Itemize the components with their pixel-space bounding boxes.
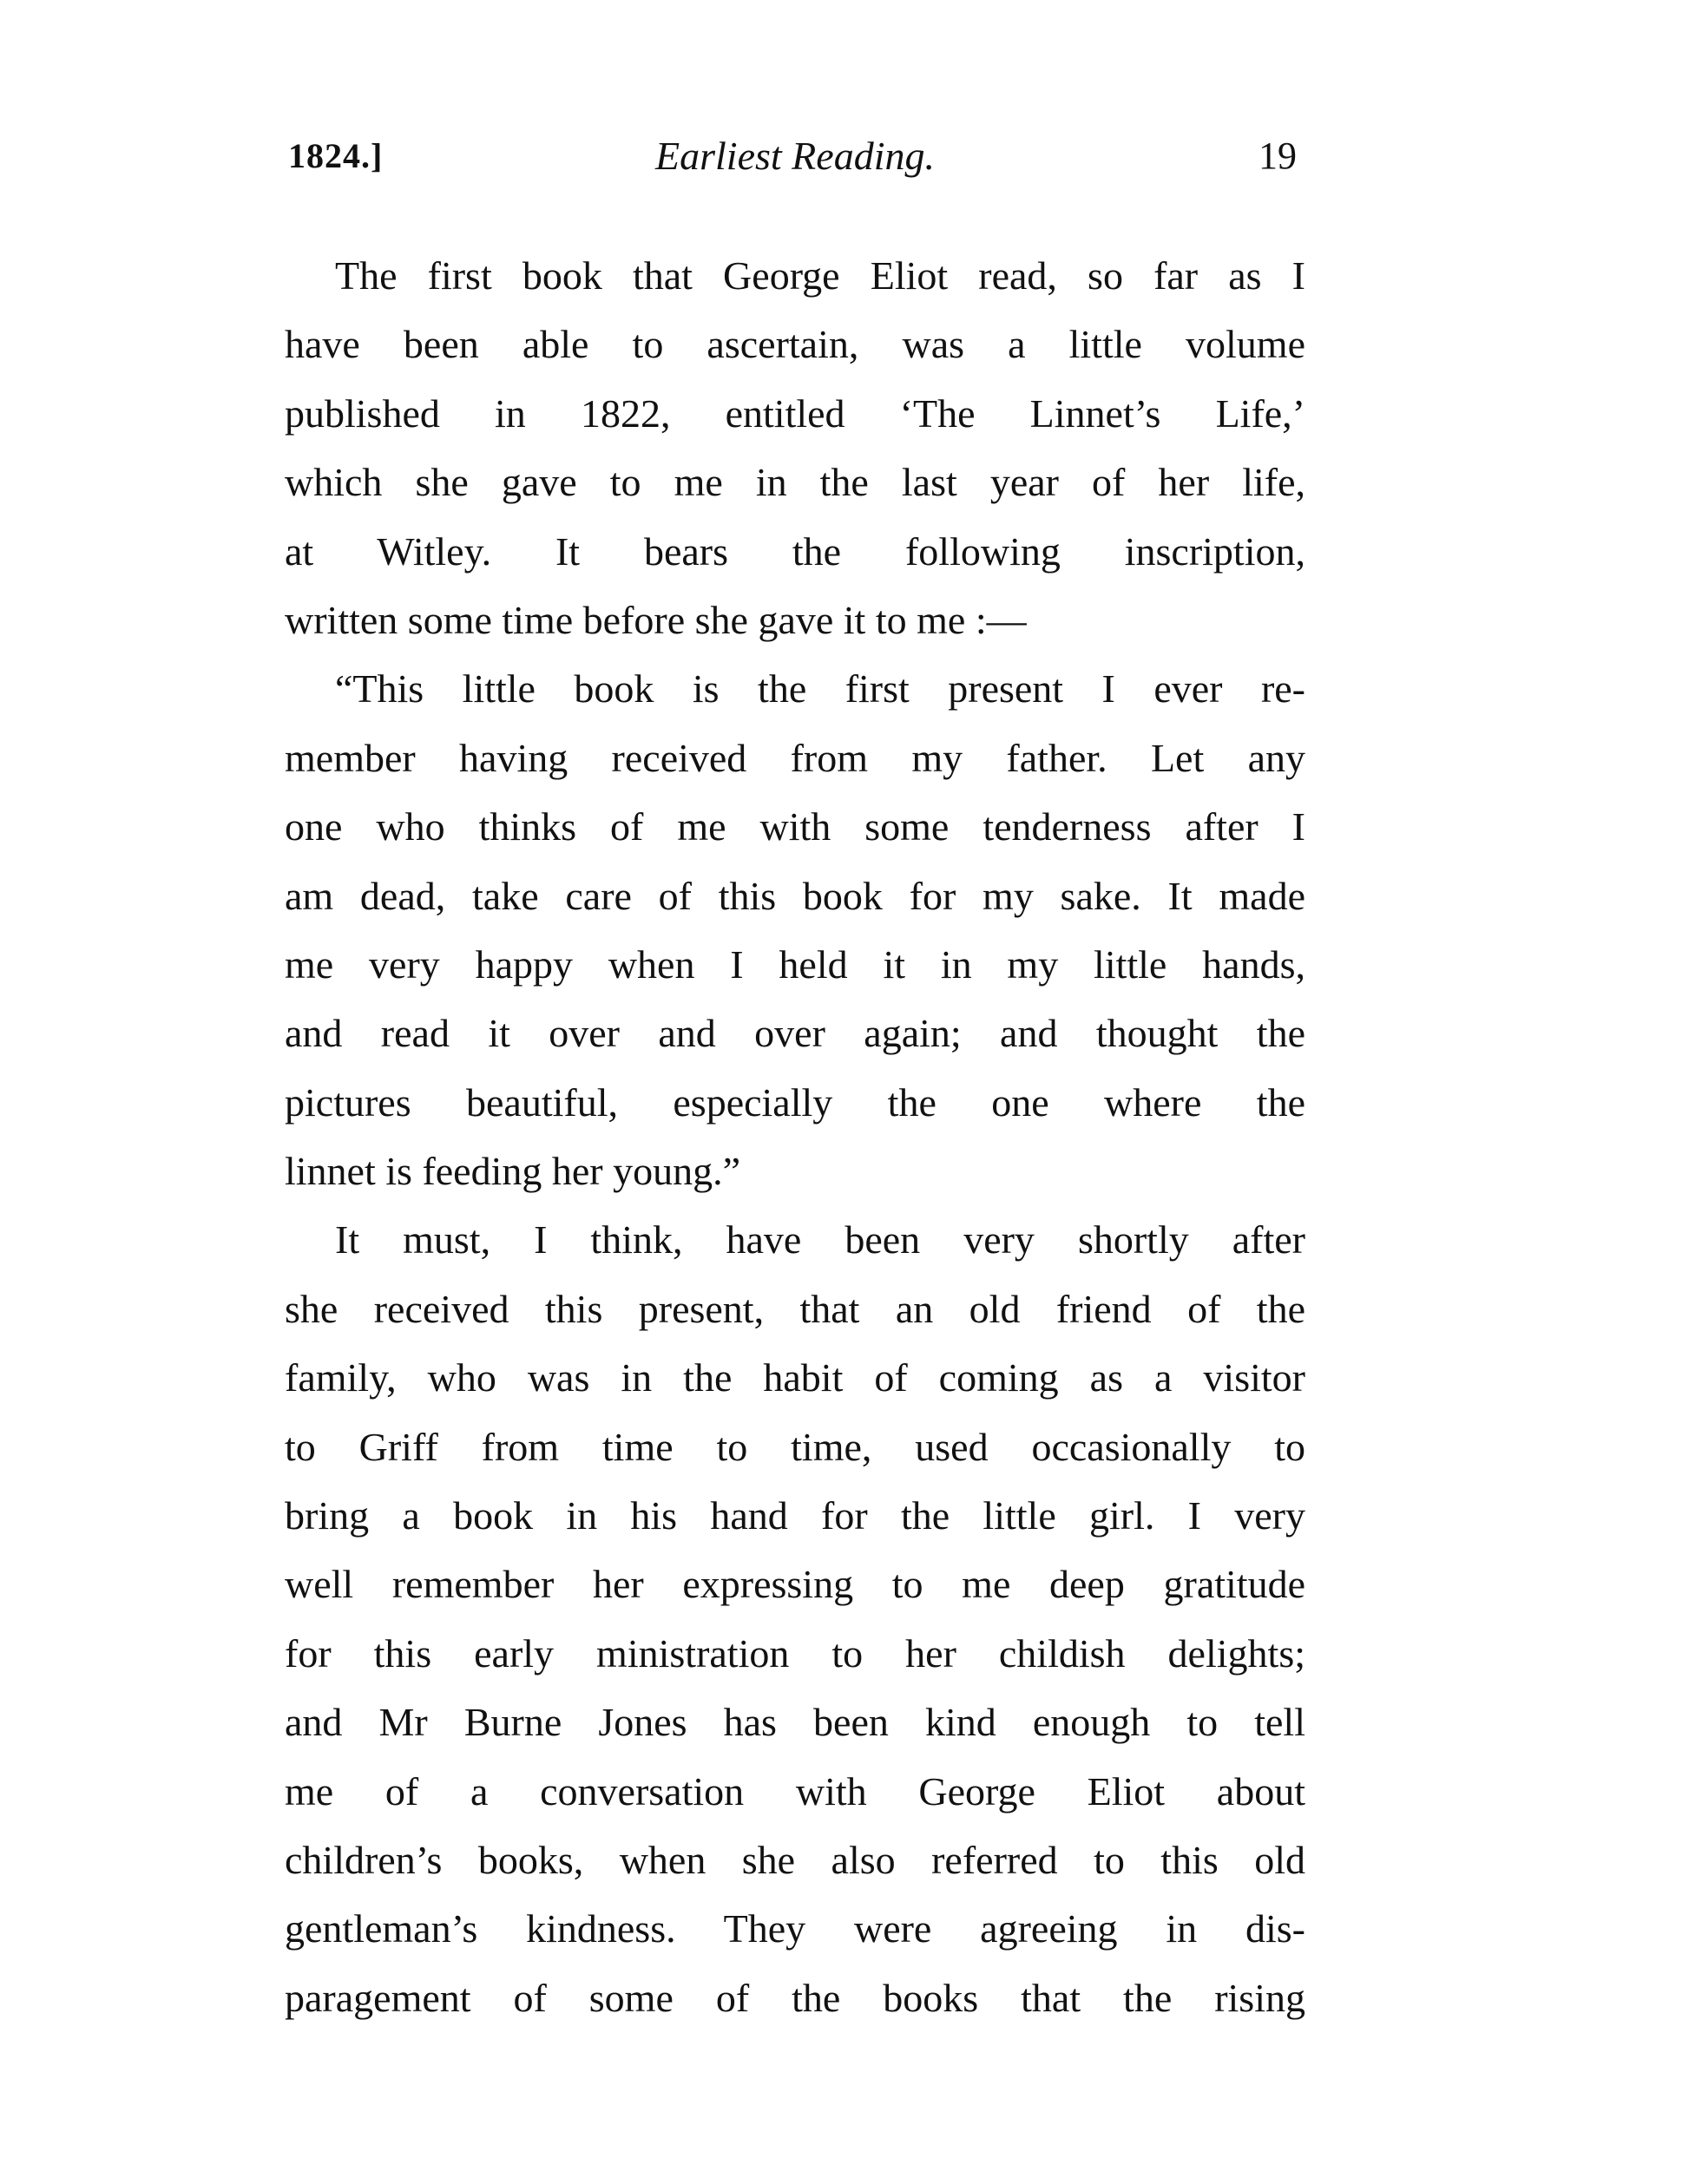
text-line: It must, I think, have been very shortly after xyxy=(335,1217,1305,1263)
text-line: gentleman’s kindness. They were agreeing in dis- xyxy=(285,1906,1305,1951)
text-line: published in 1822, entitled ‘The Linnet’s Life,’ xyxy=(285,390,1305,436)
paragraph xyxy=(285,1205,1305,2032)
text-line: me very happy when I held it in my little hands, xyxy=(285,941,1305,987)
text-line: and Mr Burne Jones has been kind enough to tell xyxy=(285,1700,1305,1745)
running-head xyxy=(285,130,1305,182)
text-line: for this early ministration to her childish delights; xyxy=(285,1630,1305,1676)
text-line: am dead, take care of this book for my sake. It made xyxy=(285,873,1305,918)
paragraph xyxy=(285,241,1305,654)
page-number: 19 xyxy=(1259,134,1297,177)
text-line: linnet is feeding her young.” xyxy=(285,1149,741,1194)
running-head-title: Earliest Reading. xyxy=(655,134,935,178)
running-head-year: 1824.] xyxy=(288,136,384,175)
text-line: written some time before she gave it to me :— xyxy=(285,597,1027,642)
body-text xyxy=(285,241,1305,2032)
text-line: have been able to ascertain, was a little volume xyxy=(285,322,1305,367)
text-line: one who thinks of me with some tenderness after I xyxy=(285,804,1305,849)
text-line: she received this present, that an old friend of the xyxy=(285,1286,1305,1331)
text-line: “This little book is the first present I ever re- xyxy=(335,666,1305,712)
text-line: and read it over and over again; and thought the xyxy=(285,1011,1305,1056)
text-line: paragement of some of the books that the rising xyxy=(285,1975,1305,2020)
text-line: which she gave to me in the last year of her life, xyxy=(285,460,1305,505)
book-page xyxy=(285,130,1305,2032)
text-line: pictures beautiful, especially the one where the xyxy=(285,1079,1305,1125)
text-line: member having received from my father. Let any xyxy=(285,735,1305,780)
text-line: children’s books, when she also referred to this old xyxy=(285,1837,1305,1882)
text-line: The first book that George Eliot read, so far as I xyxy=(335,253,1305,298)
text-line: family, who was in the habit of coming as a visitor xyxy=(285,1355,1305,1400)
text-line: me of a conversation with George Eliot about xyxy=(285,1768,1305,1813)
quotation-paragraph xyxy=(285,654,1305,1205)
text-line: well remember her expressing to me deep gratitude xyxy=(285,1562,1305,1607)
text-line: bring a book in his hand for the little girl. I very xyxy=(285,1493,1305,1538)
text-line: to Griff from time to time, used occasionally to xyxy=(285,1424,1305,1469)
text-line: at Witley. It bears the following inscription, xyxy=(285,528,1305,574)
